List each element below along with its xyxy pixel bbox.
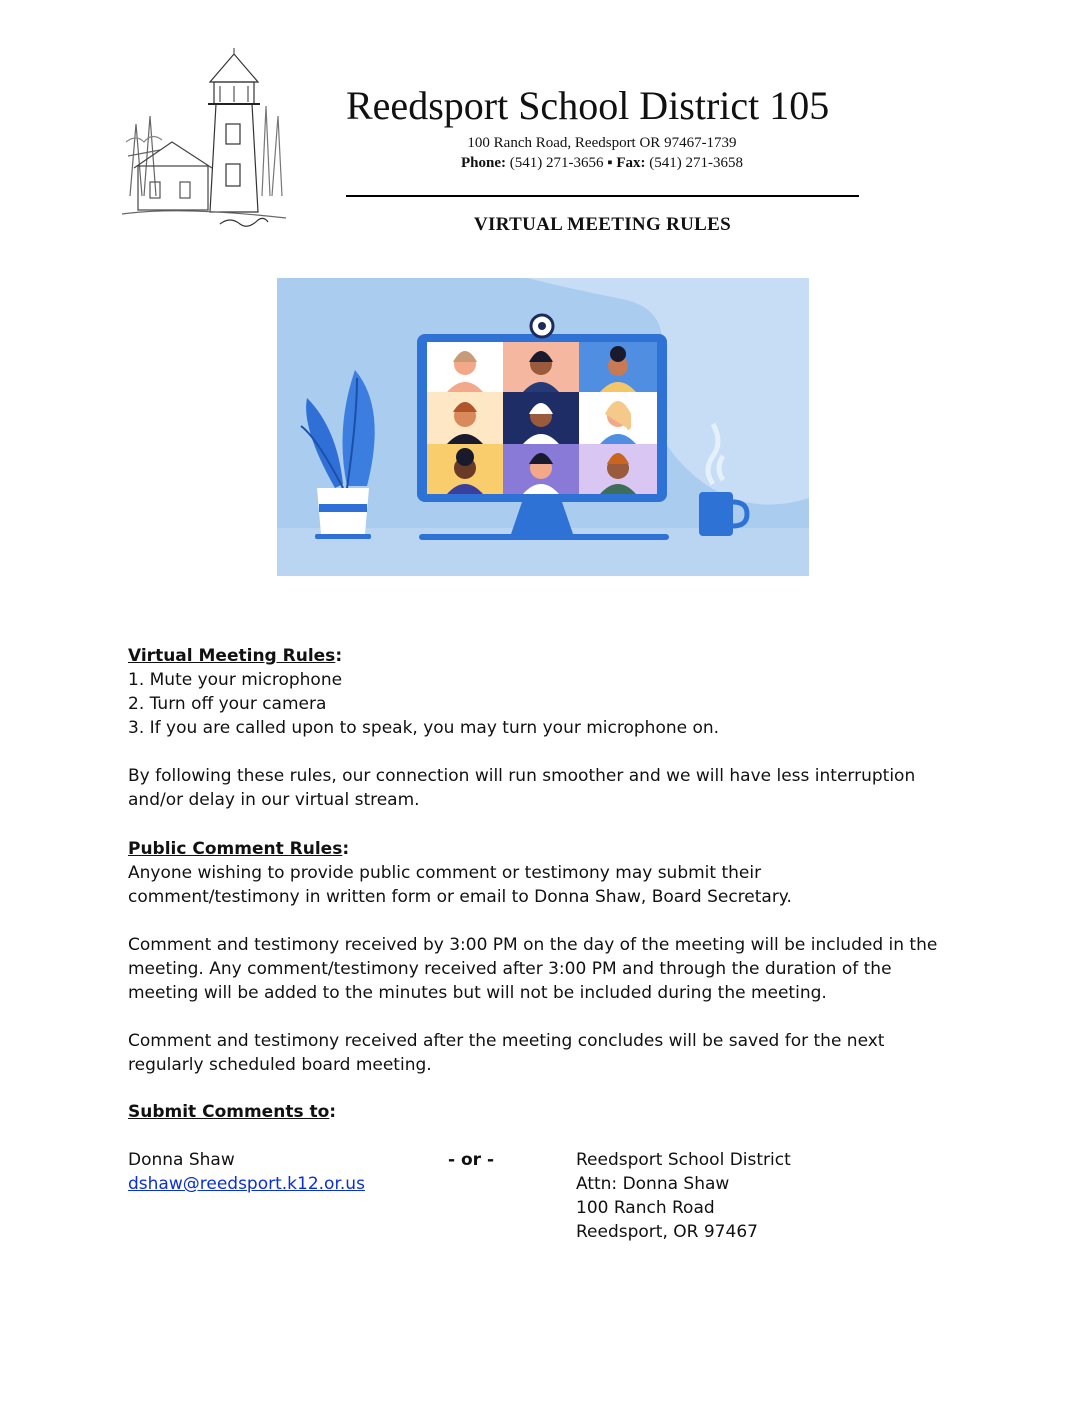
mail-line: 100 Ranch Road [576, 1198, 715, 1218]
fax-number: (541) 271-3658 [649, 155, 743, 171]
district-name: Reedsport School District 105 [346, 83, 830, 128]
district-address: 100 Ranch Road, Reedsport OR 97467-1739 [467, 135, 737, 151]
public-comment-intro: Anyone wishing to provide public comment or testimony may submit their comment/testimony in written form or email to Donna Shaw, Board Secretary. [128, 863, 792, 907]
phone-number: (541) 271-3656 [509, 155, 604, 171]
mail-line: Reedsport, OR 97467 [576, 1222, 758, 1242]
public-comment-heading: Public Comment Rules [128, 839, 343, 859]
phone-label: Phone: [461, 155, 506, 171]
public-comment-section: Public Comment Rules: Anyone wishing to provide public comment or testimony may submit their comment/testimony in written form or email to Donna Shaw, Board Secretary. [128, 837, 928, 909]
virtual-rules-section: Virtual Meeting Rules: 1. Mute your microphone 2. Turn off your camera 3. If you are called upon to speak, you may turn your microphone on. [128, 644, 968, 740]
rule-item: 3. If you are called upon to speak, you may turn your microphone on. [128, 718, 720, 738]
contact-line [346, 154, 858, 172]
video-conference-icon [277, 278, 809, 576]
email-link[interactable]: dshaw@reedsport.k12.or.us [128, 1174, 365, 1194]
or-separator: - or - [448, 1150, 495, 1170]
mailing-address [576, 1148, 791, 1244]
rule-item: 2. Turn off your camera [128, 694, 327, 714]
submit-comments-heading: Submit Comments to: [128, 1102, 337, 1122]
mail-line: Reedsport School District [576, 1150, 791, 1170]
comment-after-meeting: Comment and testimony received after the meeting concludes will be saved for the next regularly scheduled board meeting. [128, 1031, 885, 1075]
contact-separator: ▪ [607, 155, 613, 171]
email-contact [128, 1148, 365, 1196]
header-divider [346, 195, 859, 197]
comment-deadline: Comment and testimony received by 3:00 PM on the day of the meeting will be included in the meeting. Any comment/testimony received after 3:00 PM and through the duration of the meeting will be added to the minutes but will not be included during the meeting. [128, 935, 938, 1003]
virtual-rules-heading: Virtual Meeting Rules [128, 646, 336, 666]
contact-name: Donna Shaw [128, 1150, 235, 1170]
lighthouse-sketch-icon [120, 46, 288, 236]
fax-label: Fax: [616, 155, 646, 171]
document-title: VIRTUAL MEETING RULES [474, 214, 731, 235]
mail-line: Attn: Donna Shaw [576, 1174, 730, 1194]
rule-item: 1. Mute your microphone [128, 670, 343, 690]
rules-note: By following these rules, our connection will run smoother and we will have less interruption and/or delay in our virtual stream. [128, 766, 916, 810]
